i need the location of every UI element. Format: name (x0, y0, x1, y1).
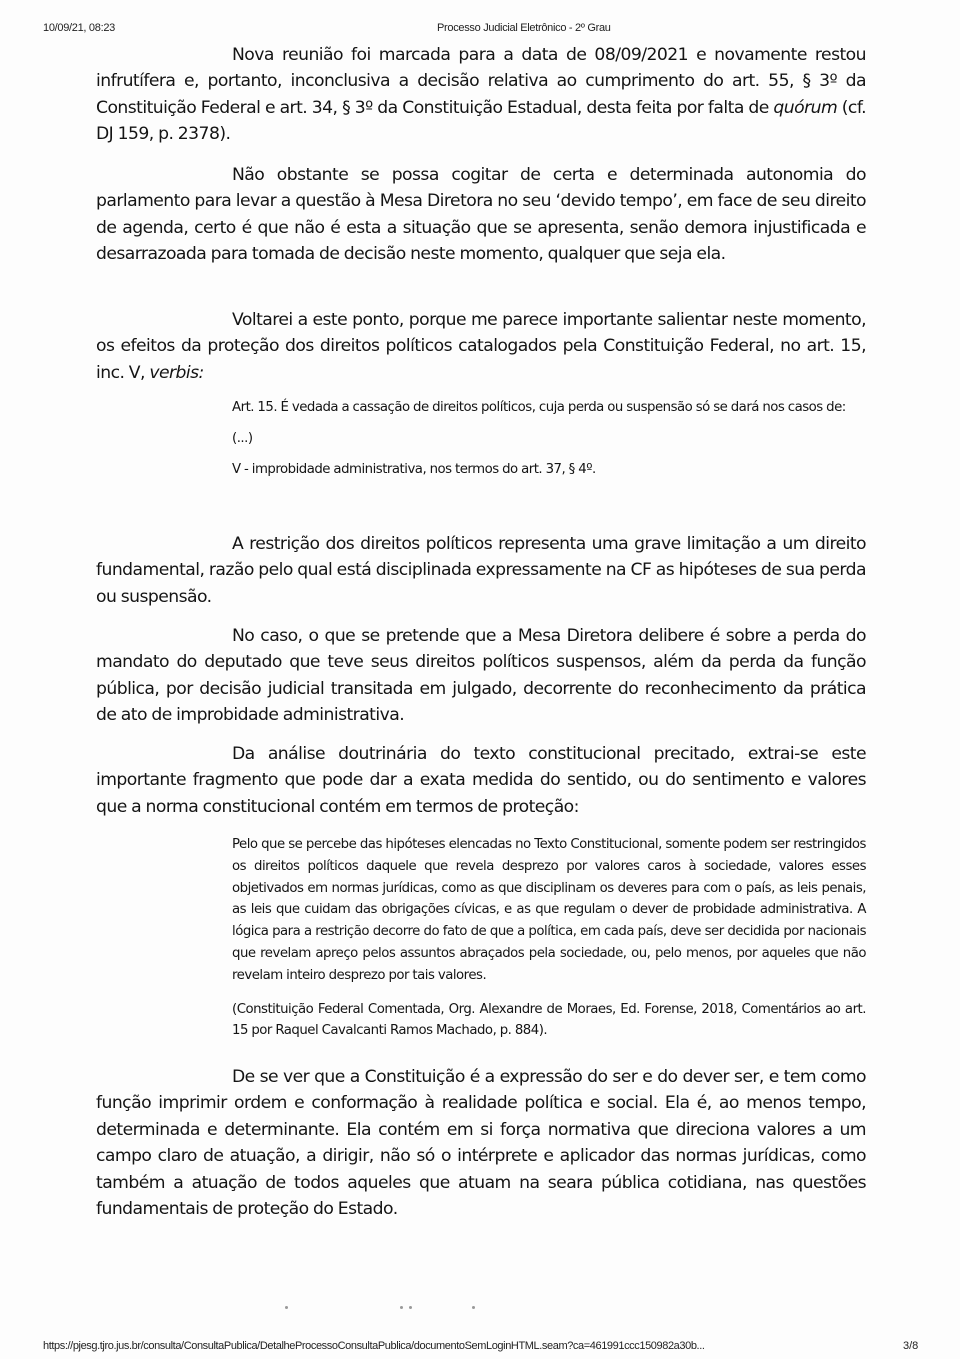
page-indicator: 3/8 (903, 1340, 919, 1352)
paragraph-text: No caso, o que se pretende que a Mesa Diretora delibere é sobre a perda do mandato do deputado que teve seus direitos políticos suspensos, além da perda da função pública, por decisão judicial transitada em julgado, decorrente do reconhecimento da prática de ato de improbidade administrativa. (96, 626, 866, 726)
scan-artifact (409, 1306, 412, 1309)
paragraph-text: Não obstante se possa cogitar de certa e determinada autonomia do parlamento para levar a questão à Mesa Diretora no seu ‘devido tempo’, em face de seu direito de agenda, certo é que não é esta a situação que se apresenta, senão demora injustificada e desarrazoada para tomada de decisão neste momento, qualquer que seja ela. (96, 165, 866, 265)
paragraph-case (96, 623, 866, 729)
print-datetime: 10/09/21, 08:23 (43, 22, 115, 34)
paragraph-text: Nova reunião foi marcada para a data de 08/09/2021 e novamente restou infrutífera e, portanto, inconclusiva a decisão relativa ao cumprimento do art. 55, § 3º da Constituição Federal e art. 34, § 3º da Constituição Estadual, desta feita por falta de (96, 45, 866, 118)
scan-artifact (472, 1306, 475, 1309)
quote-line: Art. 15. É vedada a cassação de direitos políticos, cuja perda ou suspensão só se dará nos casos de: (232, 400, 846, 415)
paragraph-text: De se ver que a Constituição é a expressão do ser e do dever ser, e tem como função imprimir ordem e conformação à realidade política e social. Ela é, ao menos tempo, determinada e determinante. Ela contém em si força normativa que direciona valores a um campo claro de atuação, a dirigir, não só o intérprete e aplicador das normas jurídicas, como também a atuação de todos aqueles que atuam na seara pública cotidiana, nas questões fundamentais de proteção do Estado. (96, 1067, 866, 1220)
scan-artifact (400, 1306, 403, 1309)
quote-doctrine (232, 834, 866, 1042)
paragraph-text: (cf. DJ 159, p. 2378). (96, 97, 866, 145)
paragraph-constitution (96, 1064, 866, 1222)
paragraph-restriction (96, 531, 866, 610)
paragraph-text: Voltarei a este ponto, porque me parece importante salientar neste momento, os efeitos da proteção dos direitos políticos catalogados pela Constituição Federal, no art. 15, inc. V, (96, 310, 866, 383)
paragraph-doctrinal-analysis (96, 741, 866, 820)
quote-art-15 (232, 397, 866, 480)
paragraph-text: Da análise doutrinária do texto constitucional precitado, extrai-se este importante fragmento que pode dar a exata medida do sentido, ou do sentimento e valores que a norma constitucional contém em termos de proteção: (96, 744, 866, 817)
paragraph-text: A restrição dos direitos políticos representa uma grave limitação a um direito fundamental, razão pelo qual está disciplinada expressamente na CF as hipóteses de sua perda ou suspensão. (96, 534, 866, 607)
paragraph-autonomy (96, 162, 866, 268)
quote-line: V - improbidade administrativa, nos termos do art. 37, § 4º. (232, 461, 596, 477)
italic-term: quórum (773, 97, 838, 118)
page-url: https://pjesg.tjro.jus.br/consulta/ConsultaPublica/DetalheProcessoConsultaPublica/documentoSemLoginHTML.seam?ca=461991ccc150982a30b... (43, 1340, 705, 1352)
quote-ellipsis: (...) (232, 430, 253, 446)
page-title: Processo Judicial Eletrônico - 2º Grau (437, 22, 611, 34)
paragraph-new-meeting (96, 42, 866, 148)
scan-artifact (285, 1306, 288, 1309)
paragraph-political-rights (96, 307, 866, 386)
quote-citation: (Constituição Federal Comentada, Org. Alexandre de Moraes, Ed. Forense, 2018, Comentários ao art. 15 por Raquel Cavalcanti Ramos Machado, p. 884). (232, 1001, 866, 1039)
italic-term: verbis: (149, 362, 204, 383)
quote-body: Pelo que se percebe das hipóteses elencadas no Texto Constitucional, somente podem ser restringidos os direitos políticos daquele que revela desprezo por valores caros à sociedade, valores esses objetivados em normas jurídicas, como as que disciplinam os deveres para com o país, as leis penais, as leis que cuidam das obrigações cívicas, e as que regulam o dever de probidade administrativa. A lógica para a restrição decorre do fato de que a política, em cada país, deve ser decidida por nacionais que revelam apreço pelos assuntos abraçados pela sociedade, ou, pelo menos, por aqueles que não revelam inteiro desprezo por tais valores. (232, 837, 866, 983)
